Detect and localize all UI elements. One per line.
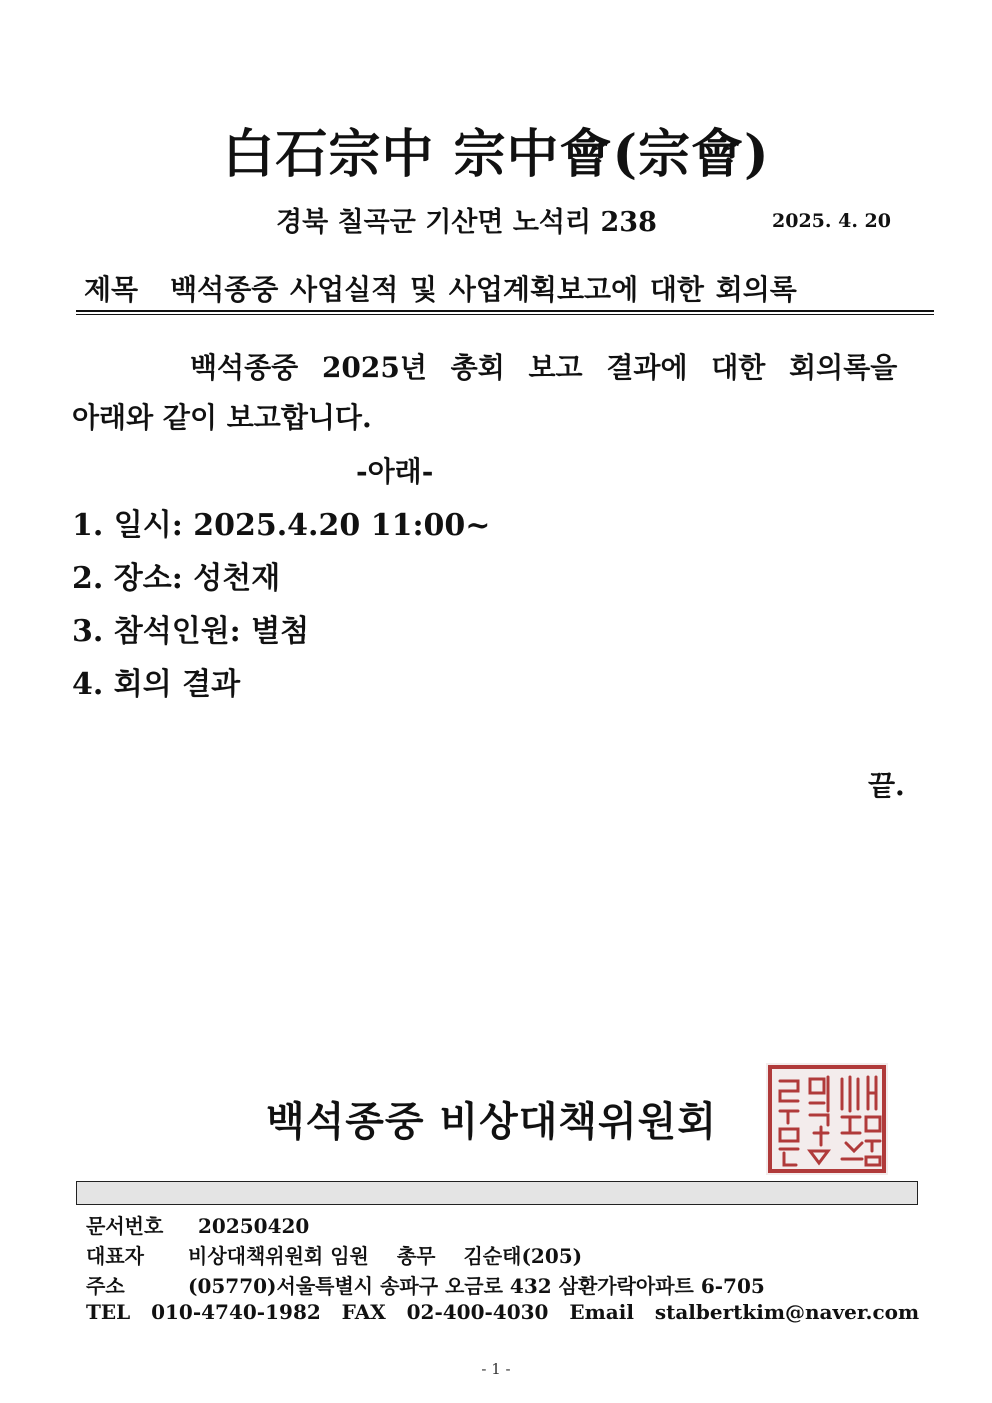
end-mark: 끝. [868,769,905,802]
addr-label: 주소 [86,1274,125,1298]
page-number: - 1 - [481,1360,511,1378]
address-line: 경북 칠곡군 기산면 노석리 238 [276,207,657,238]
below-heading: -아래- [356,455,434,488]
document-date: 2025. 4. 20 [772,210,892,232]
footer-doc-number [86,1210,309,1239]
tel-label: TEL [86,1300,131,1324]
list-item: 1. 일시: 2025.4.20 11:00~ [72,508,491,543]
rep-role: 총무 [396,1244,436,1268]
fax-value: 02-400-4030 [406,1300,549,1324]
rep-name: 김순태(205) [463,1244,583,1268]
body-paragraph-line1: 백석종중 2025년 총회 보고 결과에 대한 회의록을 [190,351,898,384]
email-label: Email [569,1300,634,1324]
subject-label: 제목 [84,273,139,306]
document-title: 白石宗中 宗中會(宗會) [222,124,770,185]
rep-label: 대표자 [86,1244,144,1268]
seal-stamp-icon [766,1063,888,1175]
footer-contact [86,1300,919,1324]
subject-underline-thin [76,314,934,315]
fax-label: FAX [341,1300,386,1324]
rep-org: 비상대책위원회 임원 [188,1244,369,1268]
footer-representative [86,1240,582,1269]
subject-underline [76,310,934,312]
body-paragraph-line2: 아래와 같이 보고합니다. [72,401,372,434]
doc-number-value: 20250420 [198,1214,310,1238]
tel-value: 010-4740-1982 [151,1300,321,1324]
footer-address [86,1270,765,1299]
committee-name: 백석종중 비상대책위원회 [266,1098,717,1145]
subject-line [84,268,797,308]
subject-text: 백석종중 사업실적 및 사업계획보고에 대한 회의록 [170,273,797,306]
doc-number-label: 문서번호 [86,1214,164,1238]
addr-value: (05770)서울특별시 송파구 오금로 432 삼환가락아파트 6-705 [188,1274,765,1298]
email-value: stalbertkim@naver.com [654,1300,920,1324]
list-item: 2. 장소: 성천재 [72,561,281,596]
list-item: 3. 참석인원: 별첨 [72,614,310,649]
list-item: 4. 회의 결과 [72,667,241,702]
footer-divider-bar [76,1181,918,1205]
